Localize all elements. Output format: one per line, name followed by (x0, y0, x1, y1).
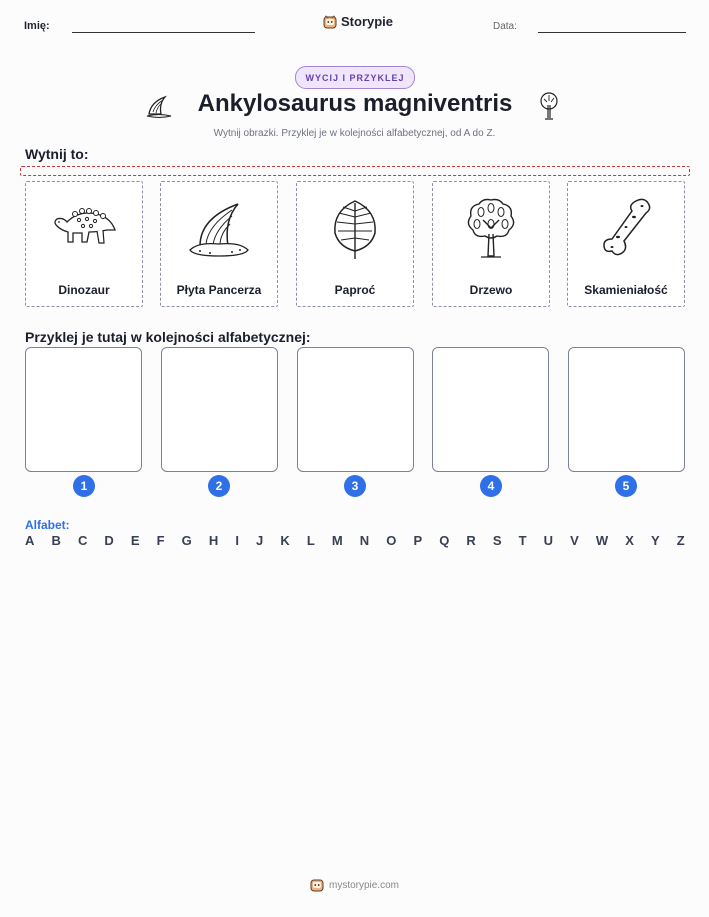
alphabet-letter: V (570, 533, 579, 548)
cut-card-armor-plate[interactable] (160, 181, 278, 307)
date-label: Data: (493, 21, 517, 32)
alphabet-letter: P (413, 533, 423, 548)
alphabet-letter: S (492, 533, 502, 548)
slot-number-5: 5 (615, 475, 637, 497)
tree-small-icon (536, 91, 562, 126)
alphabet-letter: N (359, 533, 370, 548)
cut-card-dinosaur[interactable] (25, 181, 143, 307)
alphabet-letter: D (104, 533, 114, 548)
paste-slot-4[interactable] (432, 347, 549, 472)
cut-card-tree[interactable] (432, 181, 550, 307)
paste-slot-5[interactable] (568, 347, 685, 472)
slot-number-3: 3 (344, 475, 366, 497)
storypie-mascot-icon (310, 878, 324, 892)
fossil-bone-icon (568, 188, 684, 268)
alphabet-letter: X (625, 533, 634, 548)
card-label: Płyta Pancerza (176, 283, 262, 297)
alphabet-letter: Y (650, 533, 660, 548)
name-line[interactable] (72, 32, 255, 33)
dinosaur-icon (26, 188, 142, 268)
cut-card-fern[interactable] (296, 181, 414, 307)
brand-name: Storypie (341, 14, 394, 29)
card-label: Paproć (334, 283, 376, 297)
slot-number-2: 2 (208, 475, 230, 497)
tree-icon (433, 188, 549, 268)
instructions: Wytnij obrazki. Przyklej je w kolejności alfabetycznej, od A do Z. (213, 128, 496, 139)
page-title: Ankylosaurus magniventris (197, 90, 513, 117)
alphabet-letter: U (543, 533, 554, 548)
cut-line (20, 166, 690, 176)
alphabet-letter: A (25, 533, 35, 548)
alphabet-letter: H (208, 533, 219, 548)
alphabet-letter: G (181, 533, 192, 548)
alphabet-heading: Alfabet: (25, 518, 70, 532)
paste-slot-3[interactable] (297, 347, 414, 472)
name-label: Imię: (24, 20, 50, 32)
cut-card-fossil[interactable] (567, 181, 685, 307)
alphabet-letter: B (51, 533, 61, 548)
alphabet-letter: Q (439, 533, 450, 548)
activity-badge: WYCIJ I PRZYKLEJ (295, 66, 415, 89)
brand-logo (323, 14, 393, 29)
slot-number-4: 4 (480, 475, 502, 497)
card-label: Dinozaur (58, 283, 110, 297)
alphabet-letter: F (156, 533, 165, 548)
paste-slot-2[interactable] (161, 347, 278, 472)
date-line[interactable] (538, 32, 686, 33)
card-label: Drzewo (469, 283, 513, 297)
alphabet-letter: Z (676, 533, 685, 548)
alphabet-letter: M (331, 533, 343, 548)
paste-heading: Przyklej je tutaj w kolejności alfabetycznej: (25, 329, 311, 345)
alphabet-letter: O (386, 533, 397, 548)
alphabet-letter: T (518, 533, 527, 548)
cut-heading: Wytnij to: (25, 146, 89, 162)
fern-icon (297, 188, 413, 268)
footer (0, 878, 709, 892)
slot-number-1: 1 (73, 475, 95, 497)
alphabet-letter: J (256, 533, 264, 548)
footer-site[interactable]: mystorypie.com (328, 879, 399, 891)
alphabet-letter: E (130, 533, 140, 548)
alphabet-row (25, 533, 685, 548)
alphabet-letter: K (280, 533, 290, 548)
alphabet-letter: W (595, 533, 609, 548)
armor-plate-icon (161, 188, 277, 268)
card-label: Skamieniałość (584, 283, 668, 297)
alphabet-letter: L (306, 533, 315, 548)
paste-slot-1[interactable] (25, 347, 142, 472)
storypie-mascot-icon (323, 15, 337, 29)
alphabet-letter: I (235, 533, 239, 548)
alphabet-letter: R (466, 533, 476, 548)
alphabet-letter: C (77, 533, 88, 548)
